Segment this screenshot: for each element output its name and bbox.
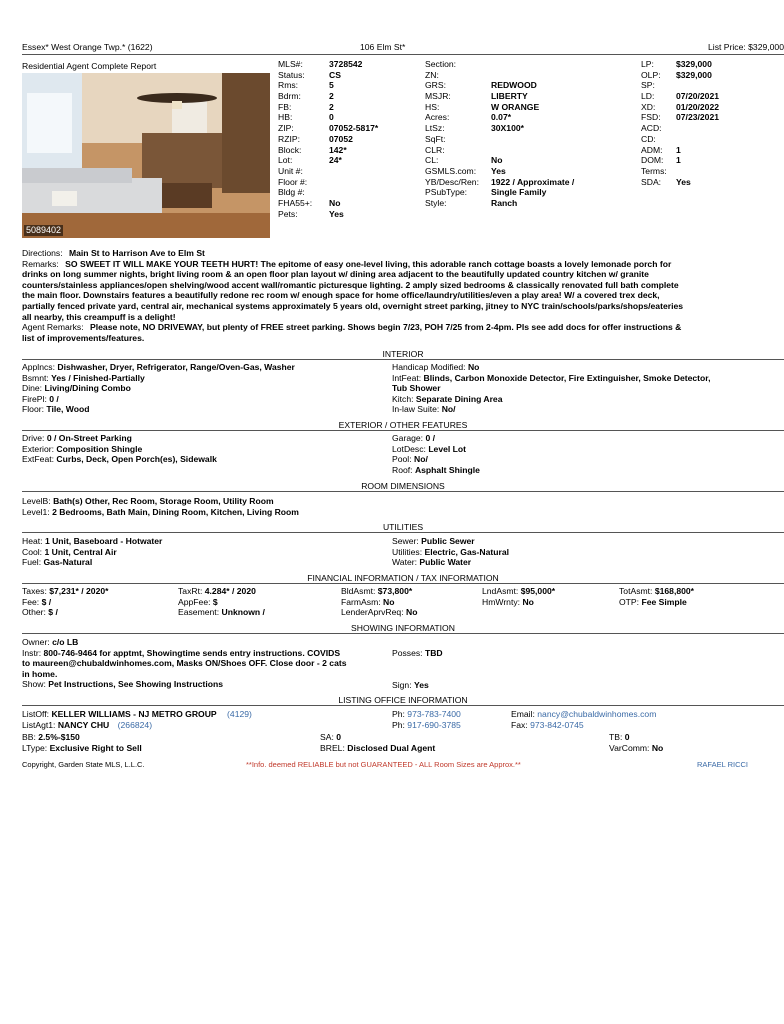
exterior-key: Drive: bbox=[22, 433, 45, 443]
financial-key: Other: bbox=[22, 607, 46, 618]
financial-col2 bbox=[178, 586, 265, 618]
field-label: Block: bbox=[278, 144, 302, 155]
field-label: OLP: bbox=[641, 69, 661, 80]
office-key: Fax: bbox=[511, 719, 528, 730]
financial-key: LenderAprvReq: bbox=[341, 607, 404, 618]
col2-labels bbox=[425, 59, 479, 209]
field-value bbox=[676, 80, 719, 91]
field-value bbox=[491, 134, 574, 145]
remarks-label: Remarks: bbox=[22, 258, 59, 269]
field-label: RZIP: bbox=[278, 133, 300, 144]
report-title: Residential Agent Complete Report bbox=[22, 61, 157, 71]
utility-key: Utilities: bbox=[392, 546, 423, 557]
field-value: $329,000 bbox=[676, 69, 712, 80]
showing-key: Instr: bbox=[22, 647, 42, 658]
field-label: GRS: bbox=[425, 80, 447, 91]
field-value: 07/23/2021 bbox=[676, 112, 720, 123]
field-label: Floor #: bbox=[278, 176, 308, 187]
exterior-value: No/ bbox=[413, 454, 428, 465]
utility-value: Public Water bbox=[419, 557, 472, 568]
field-value: 1 bbox=[676, 144, 681, 155]
email-link[interactable]: nancy@chubaldwinhomes.com bbox=[537, 709, 657, 719]
field-label: Style: bbox=[425, 197, 447, 208]
field-label: Pets: bbox=[278, 208, 298, 219]
financial-col4 bbox=[482, 586, 555, 607]
field-label: SqFt: bbox=[425, 133, 446, 144]
field-label: DOM: bbox=[641, 155, 664, 166]
field-value: Yes bbox=[329, 208, 344, 219]
utility-value: Gas-Natural bbox=[43, 557, 93, 568]
field-label: Terms: bbox=[641, 165, 667, 176]
room-level-value: 2 Bedrooms, Bath Main, Dining Room, Kitchen, Living Room bbox=[52, 506, 299, 517]
directions-value: Main St to Harrison Ave to Elm St bbox=[68, 248, 205, 258]
remarks-line: counters/stainless appliances/open shelving/wood accent wall/romantic picturesque lighting. 2 amply sized bedrooms & classically renovated full bath complete bbox=[22, 279, 679, 290]
photo-id-label: 5089402 bbox=[26, 225, 62, 236]
showing-key: Owner: bbox=[22, 637, 50, 647]
exterior-right bbox=[392, 433, 480, 475]
utility-key: Heat: bbox=[22, 536, 43, 546]
office-key: BB: bbox=[22, 732, 36, 743]
field-label: ZN: bbox=[425, 69, 439, 80]
field-value: Single Family bbox=[491, 187, 547, 198]
field-label: SDA: bbox=[641, 176, 662, 187]
area-label: Essex* West Orange Twp.* (1622) bbox=[22, 42, 153, 52]
col3-labels bbox=[641, 59, 667, 187]
showing-posses bbox=[392, 648, 443, 659]
field-value: 01/20/2022 bbox=[676, 101, 720, 112]
utility-value: Public Sewer bbox=[421, 536, 475, 546]
field-value: CS bbox=[329, 69, 341, 80]
field-value: 07052 bbox=[329, 133, 353, 144]
field-value: 2 bbox=[329, 101, 334, 112]
office-key: ListOff: bbox=[22, 709, 50, 719]
field-label: ADM: bbox=[641, 144, 663, 155]
exterior-key: Exterior: bbox=[22, 443, 54, 454]
field-label: HS: bbox=[425, 101, 440, 112]
field-value: 0.07* bbox=[491, 112, 512, 123]
office-value: 0 bbox=[336, 732, 342, 742]
field-label: GSMLS.com: bbox=[425, 165, 477, 176]
exterior-key: LotDesc: bbox=[392, 443, 426, 454]
office-key: Ph: bbox=[392, 709, 405, 719]
list-price-label: List Price: $329,000 bbox=[708, 42, 784, 52]
office-key: Ph: bbox=[392, 719, 405, 730]
office-key: SA: bbox=[320, 732, 334, 742]
office-value: Disclosed Dual Agent bbox=[347, 742, 436, 753]
utility-key: Water: bbox=[392, 557, 417, 568]
office-value: NANCY CHU bbox=[57, 719, 110, 730]
interior-key: In-law Suite: bbox=[392, 404, 440, 415]
office-code-link[interactable]: (4129) bbox=[227, 709, 252, 719]
field-value bbox=[329, 166, 378, 177]
field-label: MLS#: bbox=[278, 59, 303, 69]
rooms-list bbox=[22, 496, 299, 517]
remarks-line: drinks on long summer nights, bright living room & an open floor plan layout w/ dining area adjacent to the beautifully updated country kitchen w/ granite bbox=[22, 269, 649, 280]
interior-value: Living/Dining Combo bbox=[44, 383, 131, 394]
remarks-line: the main floor. Downstairs features a beautifully redone rec room w/ enough space for home office/laundry/utilities/even a play area! W/ a covered trex deck, bbox=[22, 290, 660, 301]
interior-value: Tub Shower bbox=[392, 383, 441, 394]
remarks-line: SO SWEET IT WILL MAKE YOUR TEETH HURT! The epitome of easy one-level living, this adorable ranch cottage boasts a lovely lemonade porch for bbox=[65, 258, 672, 269]
showing-key: Sign: bbox=[392, 680, 412, 690]
field-label: Bdrm: bbox=[278, 91, 301, 102]
field-label: PSubType: bbox=[425, 187, 468, 198]
financial-key: Easement: bbox=[178, 607, 220, 618]
field-label: LP: bbox=[641, 59, 654, 69]
remarks-block bbox=[22, 248, 784, 343]
directions-label: Directions: bbox=[22, 248, 63, 258]
field-value: 24* bbox=[329, 155, 342, 166]
financial-value: $ / bbox=[48, 607, 58, 618]
office-right bbox=[609, 732, 663, 753]
utility-value: 1 Unit, Central Air bbox=[44, 546, 117, 557]
field-value: W ORANGE bbox=[491, 101, 540, 112]
exterior-key: ExtFeat: bbox=[22, 454, 54, 465]
copyright-text: Copyright, Garden State MLS, L.L.C. bbox=[22, 760, 145, 769]
col1-values bbox=[329, 59, 378, 219]
interior-key: Kitch: bbox=[392, 393, 414, 404]
financial-value: $73,800* bbox=[377, 586, 413, 596]
field-label: XD: bbox=[641, 101, 656, 112]
agent-name-footer: RAFAEL RICCI bbox=[697, 760, 748, 769]
office-value: 2.5%-$150 bbox=[38, 732, 80, 743]
agent-remarks-row bbox=[22, 322, 784, 333]
remarks-line: all nearby, this creampuff is a delight! bbox=[22, 311, 176, 322]
financial-col1 bbox=[22, 586, 109, 618]
col3-values bbox=[676, 59, 719, 187]
field-label: CLR: bbox=[425, 144, 445, 155]
utility-key: Fuel: bbox=[22, 557, 42, 568]
exterior-key: Garage: bbox=[392, 433, 424, 443]
financial-key: TotAsmt: bbox=[619, 586, 653, 596]
interior-value: No/ bbox=[441, 404, 456, 415]
interior-right bbox=[392, 362, 711, 415]
field-value bbox=[676, 166, 719, 177]
field-value bbox=[329, 187, 378, 198]
field-value: 3728542 bbox=[329, 59, 363, 69]
exterior-value: Curbs, Deck, Open Porch(es), Sidewalk bbox=[56, 454, 217, 465]
interior-left bbox=[22, 362, 295, 415]
financial-value: 4.284* / 2020 bbox=[204, 586, 256, 596]
financial-col5 bbox=[619, 586, 694, 607]
field-value: $329,000 bbox=[676, 59, 712, 69]
financial-key: Fee: bbox=[22, 596, 40, 607]
showing-instr-line: 800-746-9464 for apptmt, Showingtime sends entry instructions. COVIDS bbox=[43, 647, 341, 658]
interior-value: Dishwasher, Dryer, Refrigerator, Range/Oven-Gas, Washer bbox=[57, 362, 295, 372]
field-value bbox=[329, 177, 378, 188]
remarks-line: partially fenced private yard, central air, mechanical systems approximately 5 years old, overnight street parking, jitney to NYC train/schools/parks/shops/eateries bbox=[22, 300, 684, 311]
field-value: REDWOOD bbox=[491, 80, 537, 91]
phone-link[interactable]: 973-783-7400 bbox=[407, 709, 461, 719]
field-label: ACD: bbox=[641, 123, 662, 134]
interior-value: No bbox=[467, 362, 480, 372]
exterior-section-title: EXTERIOR / OTHER FEATURES bbox=[22, 420, 784, 431]
exterior-value: Level Lot bbox=[428, 443, 467, 454]
field-label: LD: bbox=[641, 91, 655, 102]
field-value: 07/20/2021 bbox=[676, 91, 720, 102]
field-value: 2 bbox=[329, 91, 334, 102]
field-label: MSJR: bbox=[425, 91, 451, 102]
utility-value: Electric, Gas-Natural bbox=[424, 546, 510, 557]
field-value: 30X100* bbox=[491, 123, 524, 134]
field-value bbox=[676, 123, 719, 134]
field-value: 0 bbox=[329, 112, 334, 123]
field-value: No bbox=[329, 197, 341, 208]
financial-value: No bbox=[405, 607, 418, 618]
interior-key: Handicap Modified: bbox=[392, 362, 466, 372]
exterior-left bbox=[22, 433, 217, 465]
utility-value: 1 Unit, Baseboard - Hotwater bbox=[44, 536, 163, 546]
interior-value: 0 / bbox=[49, 393, 59, 404]
showing-value: Yes bbox=[413, 680, 429, 690]
utility-key: Cool: bbox=[22, 546, 43, 557]
showing-left bbox=[22, 637, 347, 690]
financial-key: FarmAsm: bbox=[341, 596, 381, 607]
office-value: No bbox=[651, 742, 664, 753]
field-value: Yes bbox=[491, 165, 506, 176]
financial-value: $168,800* bbox=[654, 586, 695, 596]
field-label: Rms: bbox=[278, 80, 299, 91]
agent-remarks-label: Agent Remarks: bbox=[22, 322, 84, 333]
financial-value: Fee Simple bbox=[641, 596, 687, 607]
financial-key: LndAsmt: bbox=[482, 586, 519, 596]
office-left bbox=[22, 709, 252, 753]
address-label: 106 Elm St* bbox=[360, 42, 406, 52]
directions-row bbox=[22, 248, 784, 259]
showing-value: Pet Instructions, See Showing Instructions bbox=[48, 679, 224, 690]
listing-photo[interactable] bbox=[22, 73, 270, 238]
showing-sign bbox=[392, 680, 429, 691]
office-section-title: LISTING OFFICE INFORMATION bbox=[22, 695, 784, 706]
showing-instr-line: in home. bbox=[22, 668, 58, 679]
field-value: Yes bbox=[676, 176, 691, 187]
room-level-key: Level1: bbox=[22, 506, 50, 517]
office-value: Exclusive Right to Sell bbox=[49, 742, 142, 753]
office-key: BREL: bbox=[320, 742, 345, 753]
field-label: SP: bbox=[641, 80, 655, 91]
exterior-value: Composition Shingle bbox=[56, 443, 143, 454]
field-label: FB: bbox=[278, 101, 292, 112]
exterior-value: Asphalt Shingle bbox=[414, 464, 480, 475]
office-mid bbox=[320, 732, 435, 753]
field-value: Ranch bbox=[491, 197, 518, 208]
field-label: Acres: bbox=[425, 112, 450, 123]
field-value bbox=[491, 70, 574, 81]
agent-remarks-line: Please note, NO DRIVEWAY, but plenty of FREE street parking. Shows begin 7/23, POH 7/25 from 2-4pm. Pls see add docs for offer instructions & bbox=[90, 322, 682, 333]
disclaimer-text: **Info. deemed RELIABLE but not GUARANTEED - ALL Room Sizes are Approx.** bbox=[246, 760, 521, 769]
rooms-section-title: ROOM DIMENSIONS bbox=[22, 481, 784, 492]
field-label: FSD: bbox=[641, 112, 661, 123]
field-label: Status: bbox=[278, 69, 305, 80]
office-value: KELLER WILLIAMS - NJ METRO GROUP bbox=[51, 709, 217, 719]
interior-value: Tile, Wood bbox=[46, 404, 90, 415]
utility-key: Sewer: bbox=[392, 536, 419, 546]
financial-value: $95,000* bbox=[520, 586, 556, 596]
field-value: 142* bbox=[329, 144, 347, 155]
exterior-key: Pool: bbox=[392, 454, 412, 465]
office-phones bbox=[392, 709, 461, 730]
financial-value: No bbox=[522, 596, 534, 607]
field-value: 1922 / Approximate / bbox=[491, 176, 575, 187]
room-level-value: Bath(s) Other, Rec Room, Storage Room, Utility Room bbox=[53, 496, 274, 506]
financial-value: Unknown / bbox=[221, 607, 265, 618]
showing-key: Posses: bbox=[392, 648, 423, 658]
office-value: 0 bbox=[624, 732, 630, 742]
col2-values bbox=[491, 59, 574, 209]
field-value: 07052-5817* bbox=[329, 123, 379, 134]
financial-value: $7,231* / 2020* bbox=[49, 586, 109, 596]
field-value bbox=[491, 145, 574, 156]
fax-link[interactable]: 973-842-0745 bbox=[530, 719, 584, 730]
financial-value: No bbox=[383, 596, 395, 607]
field-label: Unit #: bbox=[278, 165, 303, 176]
financial-value: $ / bbox=[41, 596, 52, 607]
agent-code-link[interactable]: (266824) bbox=[117, 719, 153, 730]
field-label: FHA55+: bbox=[278, 197, 313, 208]
field-label: Bldg #: bbox=[278, 187, 305, 198]
financial-key: BldAsmt: bbox=[341, 586, 376, 596]
interior-key: Bsmnt: bbox=[22, 372, 49, 383]
interior-key: FirePl: bbox=[22, 393, 47, 404]
financial-key: HmWrnty: bbox=[482, 596, 521, 607]
utilities-section-title: UTILITIES bbox=[22, 522, 784, 533]
utilities-right bbox=[392, 536, 509, 568]
field-value bbox=[491, 59, 574, 70]
agent-remarks-line: list of improvements/features. bbox=[22, 332, 145, 343]
office-contact bbox=[511, 709, 656, 730]
field-value: LIBERTY bbox=[491, 91, 528, 102]
field-value: No bbox=[491, 155, 503, 166]
field-label: HB: bbox=[278, 112, 293, 123]
utilities-left bbox=[22, 536, 162, 568]
exterior-key: Roof: bbox=[392, 464, 413, 475]
field-label: LtSz: bbox=[425, 123, 445, 134]
financial-key: TaxRt: bbox=[178, 586, 203, 596]
office-key: LType: bbox=[22, 742, 48, 753]
interior-key: IntFeat: bbox=[392, 372, 422, 383]
showing-instr-line: to maureen@chubaldwinhomes.com, Masks ON/Shoes OFF. Close door - 2 cats bbox=[22, 658, 347, 669]
interior-key: Applncs: bbox=[22, 362, 55, 372]
financial-key: AppFee: bbox=[178, 596, 211, 607]
showing-value: c/o LB bbox=[52, 637, 79, 647]
showing-key: Show: bbox=[22, 679, 46, 690]
exterior-value: 0 / On-Street Parking bbox=[46, 433, 132, 443]
field-value: 5 bbox=[329, 80, 334, 91]
exterior-value: 0 / bbox=[425, 433, 436, 443]
interior-key: Dine: bbox=[22, 383, 43, 394]
financial-value: $ bbox=[212, 596, 218, 607]
remarks-row bbox=[22, 259, 784, 270]
field-value bbox=[676, 134, 719, 145]
field-label: Lot: bbox=[278, 155, 293, 166]
report-header bbox=[22, 42, 784, 55]
financial-section-title: FINANCIAL INFORMATION / TAX INFORMATION bbox=[22, 573, 784, 584]
office-key: TB: bbox=[609, 732, 623, 742]
field-label: YB/Desc/Ren: bbox=[425, 176, 479, 187]
field-label: CL: bbox=[425, 155, 439, 166]
living-room-image bbox=[22, 73, 270, 238]
col1-labels bbox=[278, 59, 312, 219]
phone-link[interactable]: 917-690-3785 bbox=[407, 719, 461, 730]
financial-key: OTP: bbox=[619, 596, 640, 607]
office-key: Email: bbox=[511, 709, 535, 719]
financial-key: Taxes: bbox=[22, 586, 47, 596]
office-key: VarComm: bbox=[609, 742, 650, 753]
field-label: ZIP: bbox=[278, 123, 294, 134]
showing-value: TBD bbox=[424, 648, 443, 658]
interior-section-title: INTERIOR bbox=[22, 349, 784, 360]
interior-value: Yes / Finished-Partially bbox=[51, 372, 145, 383]
field-label: Section: bbox=[425, 59, 457, 69]
field-value: 1 bbox=[676, 155, 681, 166]
interior-value: Blinds, Carbon Monoxide Detector, Fire Extinguisher, Smoke Detector, bbox=[423, 372, 711, 383]
room-level-key: LevelB: bbox=[22, 496, 51, 506]
financial-col3 bbox=[341, 586, 417, 618]
office-key: ListAgt1: bbox=[22, 719, 56, 730]
interior-value: Separate Dining Area bbox=[415, 393, 503, 404]
interior-key: Floor: bbox=[22, 404, 44, 415]
showing-section-title: SHOWING INFORMATION bbox=[22, 623, 784, 634]
field-label: CD: bbox=[641, 133, 656, 144]
